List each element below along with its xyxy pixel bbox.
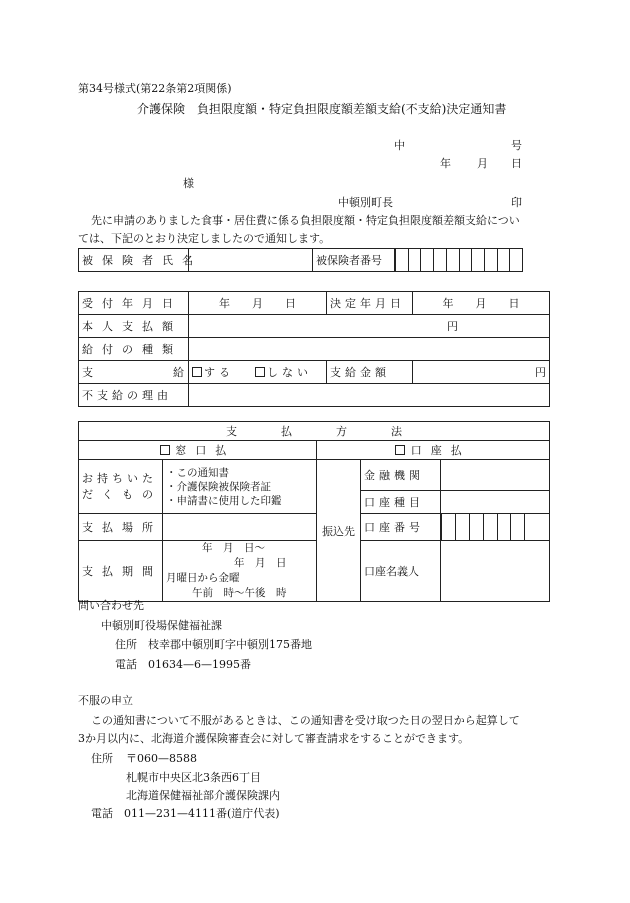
objection-heading: 不服の申立 <box>78 694 133 707</box>
form-number: 第34号様式(第22条第2項関係) <box>78 82 232 95</box>
bank-name-field[interactable] <box>441 460 550 491</box>
intro-line-2: ては、下記のとおり決定しましたので通知します。 <box>78 232 331 245</box>
insured-table <box>78 248 523 272</box>
decision-date-field[interactable]: 年 月 日 <box>413 292 550 315</box>
bring-items-list <box>163 460 317 514</box>
objection-address-label: 住所 <box>91 752 113 765</box>
decision-date-label: 決定年月日 <box>327 292 413 315</box>
inquiry-heading: 問い合わせ先 <box>78 599 144 612</box>
recipient-sama: 様 <box>183 177 194 190</box>
payment-amount-label: 支給金額 <box>327 361 413 384</box>
account-type-field[interactable] <box>441 491 550 514</box>
account-number-field[interactable] <box>441 514 550 541</box>
account-holder-label: 口座名義人 <box>361 541 441 602</box>
objection-line-1: この通知書について不服があるときは、この通知書を受け取つた日の翌日から起算して <box>91 714 520 727</box>
payment-amount-field[interactable] <box>413 361 550 384</box>
payment-label-right: 給 <box>173 366 184 379</box>
payment-method-heading: 支 払 方 法 <box>79 422 550 441</box>
document-title: 介護保険 負担限度額・特定負担限度額差額支給(不支給)決定通知書 <box>137 102 507 116</box>
number-suffix: 号 <box>511 139 522 152</box>
received-date-label: 受付年月日 <box>79 292 189 315</box>
bank-payment-checkbox[interactable] <box>395 445 405 455</box>
counter-payment-label: 窓口払 <box>175 444 236 457</box>
self-payment-yen: 円 <box>447 320 458 333</box>
inquiry-address: 住所 枝幸郡中頓別町字中頓別175番地 <box>115 638 312 651</box>
payment-method-table <box>78 421 550 602</box>
payment-period-field: 年 月 日〜 年 月 日 月曜日から金曜 午前 時〜午後 時 <box>163 541 317 602</box>
pay-yes-label: する <box>204 366 234 379</box>
objection-address-2: 北海道保健福祉部介護保険課内 <box>126 789 280 802</box>
benefit-type-label: 給付の種類 <box>79 338 189 361</box>
date-month: 月 <box>477 157 488 170</box>
date-day: 日 <box>511 157 522 170</box>
pay-yes-checkbox[interactable] <box>192 367 202 377</box>
inquiry-phone: 電話 01634—6—1995番 <box>115 658 251 671</box>
payment-period-label: 支払期間 <box>79 541 163 602</box>
bring-item: ・申請書に使用した印鑑 <box>166 494 282 507</box>
objection-address-1: 札幌市中央区北3条西6丁目 <box>126 771 261 784</box>
payment-amount-yen: 円 <box>535 366 546 379</box>
pay-no-checkbox[interactable] <box>255 367 265 377</box>
payment-label-left: 支 <box>82 366 93 379</box>
account-number-label: 口座番号 <box>361 514 441 541</box>
non-payment-reason-label: 不支給の理由 <box>79 384 189 407</box>
seal-mark: 印 <box>511 196 522 209</box>
number-prefix: 中 <box>394 139 405 152</box>
insured-number-label: 被保険者番号 <box>313 249 395 272</box>
bring-items-label: お持ちいた だくもの <box>79 460 163 514</box>
payment-label <box>79 361 189 384</box>
non-payment-reason-field[interactable] <box>189 384 550 407</box>
payment-choice <box>189 361 327 384</box>
insured-name-label: 被保険者氏名 <box>79 249 189 272</box>
account-type-label: 口座種目 <box>361 491 441 514</box>
objection-postal: 〒060—8588 <box>126 752 197 765</box>
pay-no-label: しない <box>267 366 312 379</box>
intro-line-1: 先に申請のありました食事・居住費に係る負担限度額・特定負担限度額差額支給につい <box>91 214 520 227</box>
insured-number-field[interactable] <box>395 249 523 272</box>
objection-phone: 電話 011—231—4111番(道庁代表) <box>91 807 280 820</box>
counter-payment-checkbox[interactable] <box>160 445 170 455</box>
self-payment-label: 本人支払額 <box>79 315 189 338</box>
bring-item: ・介護保険被保険者証 <box>166 480 271 493</box>
issuer-name: 中頓別町長 <box>338 196 393 209</box>
account-holder-field[interactable] <box>441 541 550 602</box>
bank-payment-heading <box>317 441 550 460</box>
bring-item: ・この通知書 <box>166 466 229 479</box>
payment-place-field[interactable] <box>163 514 317 541</box>
payment-place-label: 支払場所 <box>79 514 163 541</box>
date-year: 年 <box>440 157 451 170</box>
counter-payment-heading <box>79 441 317 460</box>
bank-name-label: 金融機関 <box>361 460 441 491</box>
benefit-type-field[interactable] <box>189 338 550 361</box>
inquiry-office: 中頓別町役場保健福祉課 <box>101 619 222 632</box>
transfer-destination-label: 振込先 <box>317 460 361 602</box>
bank-payment-label: 口座払 <box>410 444 471 457</box>
objection-line-2: 3か月以内に、北海道介護保険審査会に対して審査請求をすることができます。 <box>78 732 470 745</box>
self-payment-field[interactable] <box>189 315 550 338</box>
insured-name-field[interactable] <box>189 249 313 272</box>
received-date-field[interactable]: 年 月 日 <box>189 292 327 315</box>
decision-table <box>78 291 550 407</box>
